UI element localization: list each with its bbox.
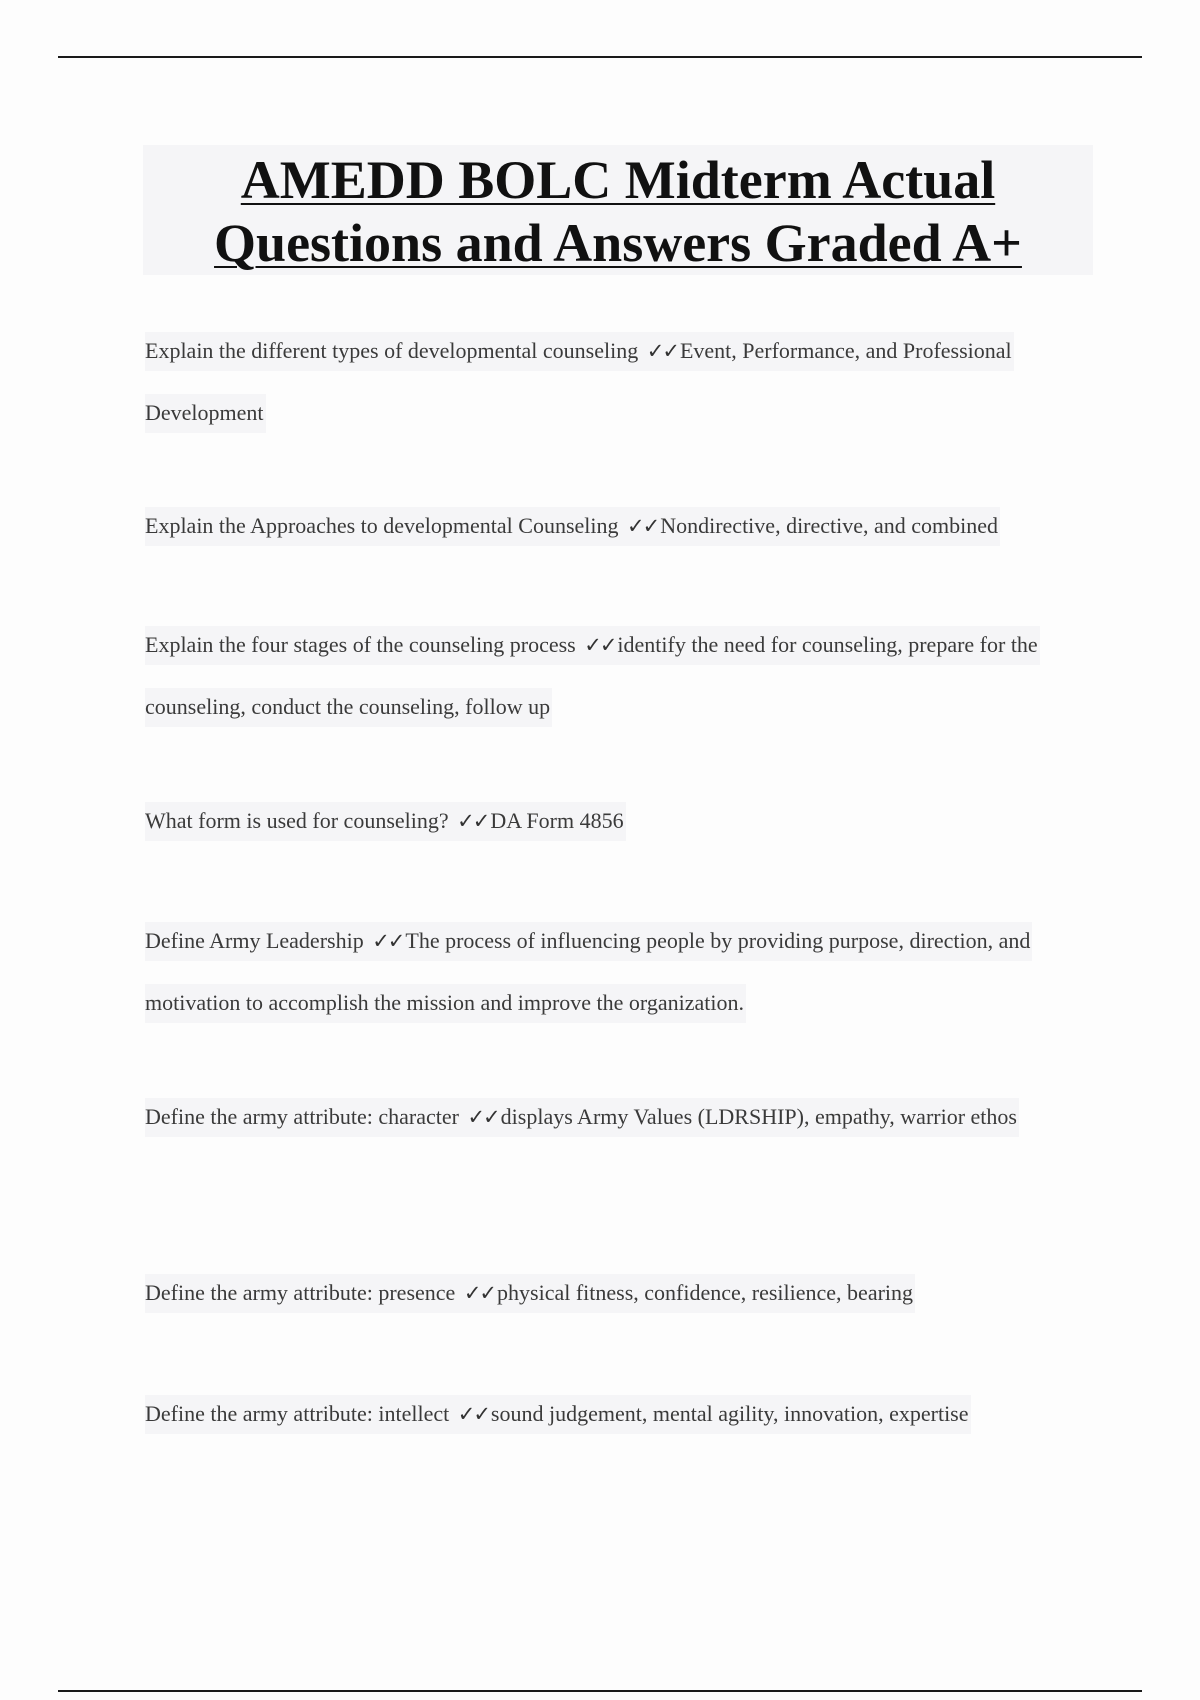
answer-text: DA Form 4856: [490, 808, 624, 833]
double-check-icon: ✓✓: [584, 633, 616, 657]
double-check-icon: ✓✓: [463, 1281, 496, 1305]
question-text: Define the army attribute: intellect: [145, 1401, 450, 1426]
answer-text: physical fitness, confidence, resilience, bearing: [497, 1280, 914, 1305]
qa-item: [145, 790, 1090, 852]
question-text: Explain the four stages of the counseling process: [145, 632, 576, 657]
answer-text: Event, Performance, and Professional Development: [145, 338, 1012, 425]
bottom-rule: [58, 1690, 1142, 1692]
document-title-line-2: Questions and Answers Graded A+: [214, 213, 1022, 273]
answer-text: sound judgement, mental agility, innovation, expertise: [490, 1401, 969, 1426]
double-check-icon: ✓✓: [372, 929, 404, 953]
question-text: What form is used for counseling?: [145, 808, 449, 833]
qa-item: [145, 910, 1090, 1033]
title-block: [143, 145, 1093, 275]
question-text: Explain the different types of developmental counseling: [145, 338, 639, 363]
question-text: Define Army Leadership: [145, 928, 364, 953]
double-check-icon: ✓✓: [646, 339, 678, 363]
answer-text: displays Army Values (LDRSHIP), empathy, warrior ethos: [500, 1104, 1017, 1129]
double-check-icon: ✓✓: [457, 809, 489, 833]
double-check-icon: ✓✓: [467, 1105, 499, 1129]
document-title: [143, 145, 1093, 275]
document-title-line-1: AMEDD BOLC Midterm Actual: [240, 150, 996, 210]
answer-text: identify the need for counseling, prepare for the counseling, conduct the counseling, follow up: [145, 632, 1038, 719]
qa-item: [145, 1262, 1090, 1324]
question-text: Explain the Approaches to developmental Counseling: [145, 513, 619, 538]
answer-text: Nondirective, directive, and combined: [660, 513, 999, 538]
answer-text: The process of influencing people by providing purpose, direction, and motivation to accomplish the mission and improve the organization.: [145, 928, 1031, 1015]
qa-item: [145, 614, 1090, 737]
double-check-icon: ✓✓: [627, 514, 659, 538]
qa-item: [145, 320, 1090, 443]
top-rule: [58, 56, 1142, 58]
question-text: Define the army attribute: presence: [145, 1280, 456, 1305]
qa-item: [145, 1086, 1090, 1148]
double-check-icon: ✓✓: [457, 1402, 489, 1426]
qa-item: [145, 495, 1090, 557]
qa-item: [145, 1383, 1090, 1445]
question-text: Define the army attribute: character: [145, 1104, 459, 1129]
